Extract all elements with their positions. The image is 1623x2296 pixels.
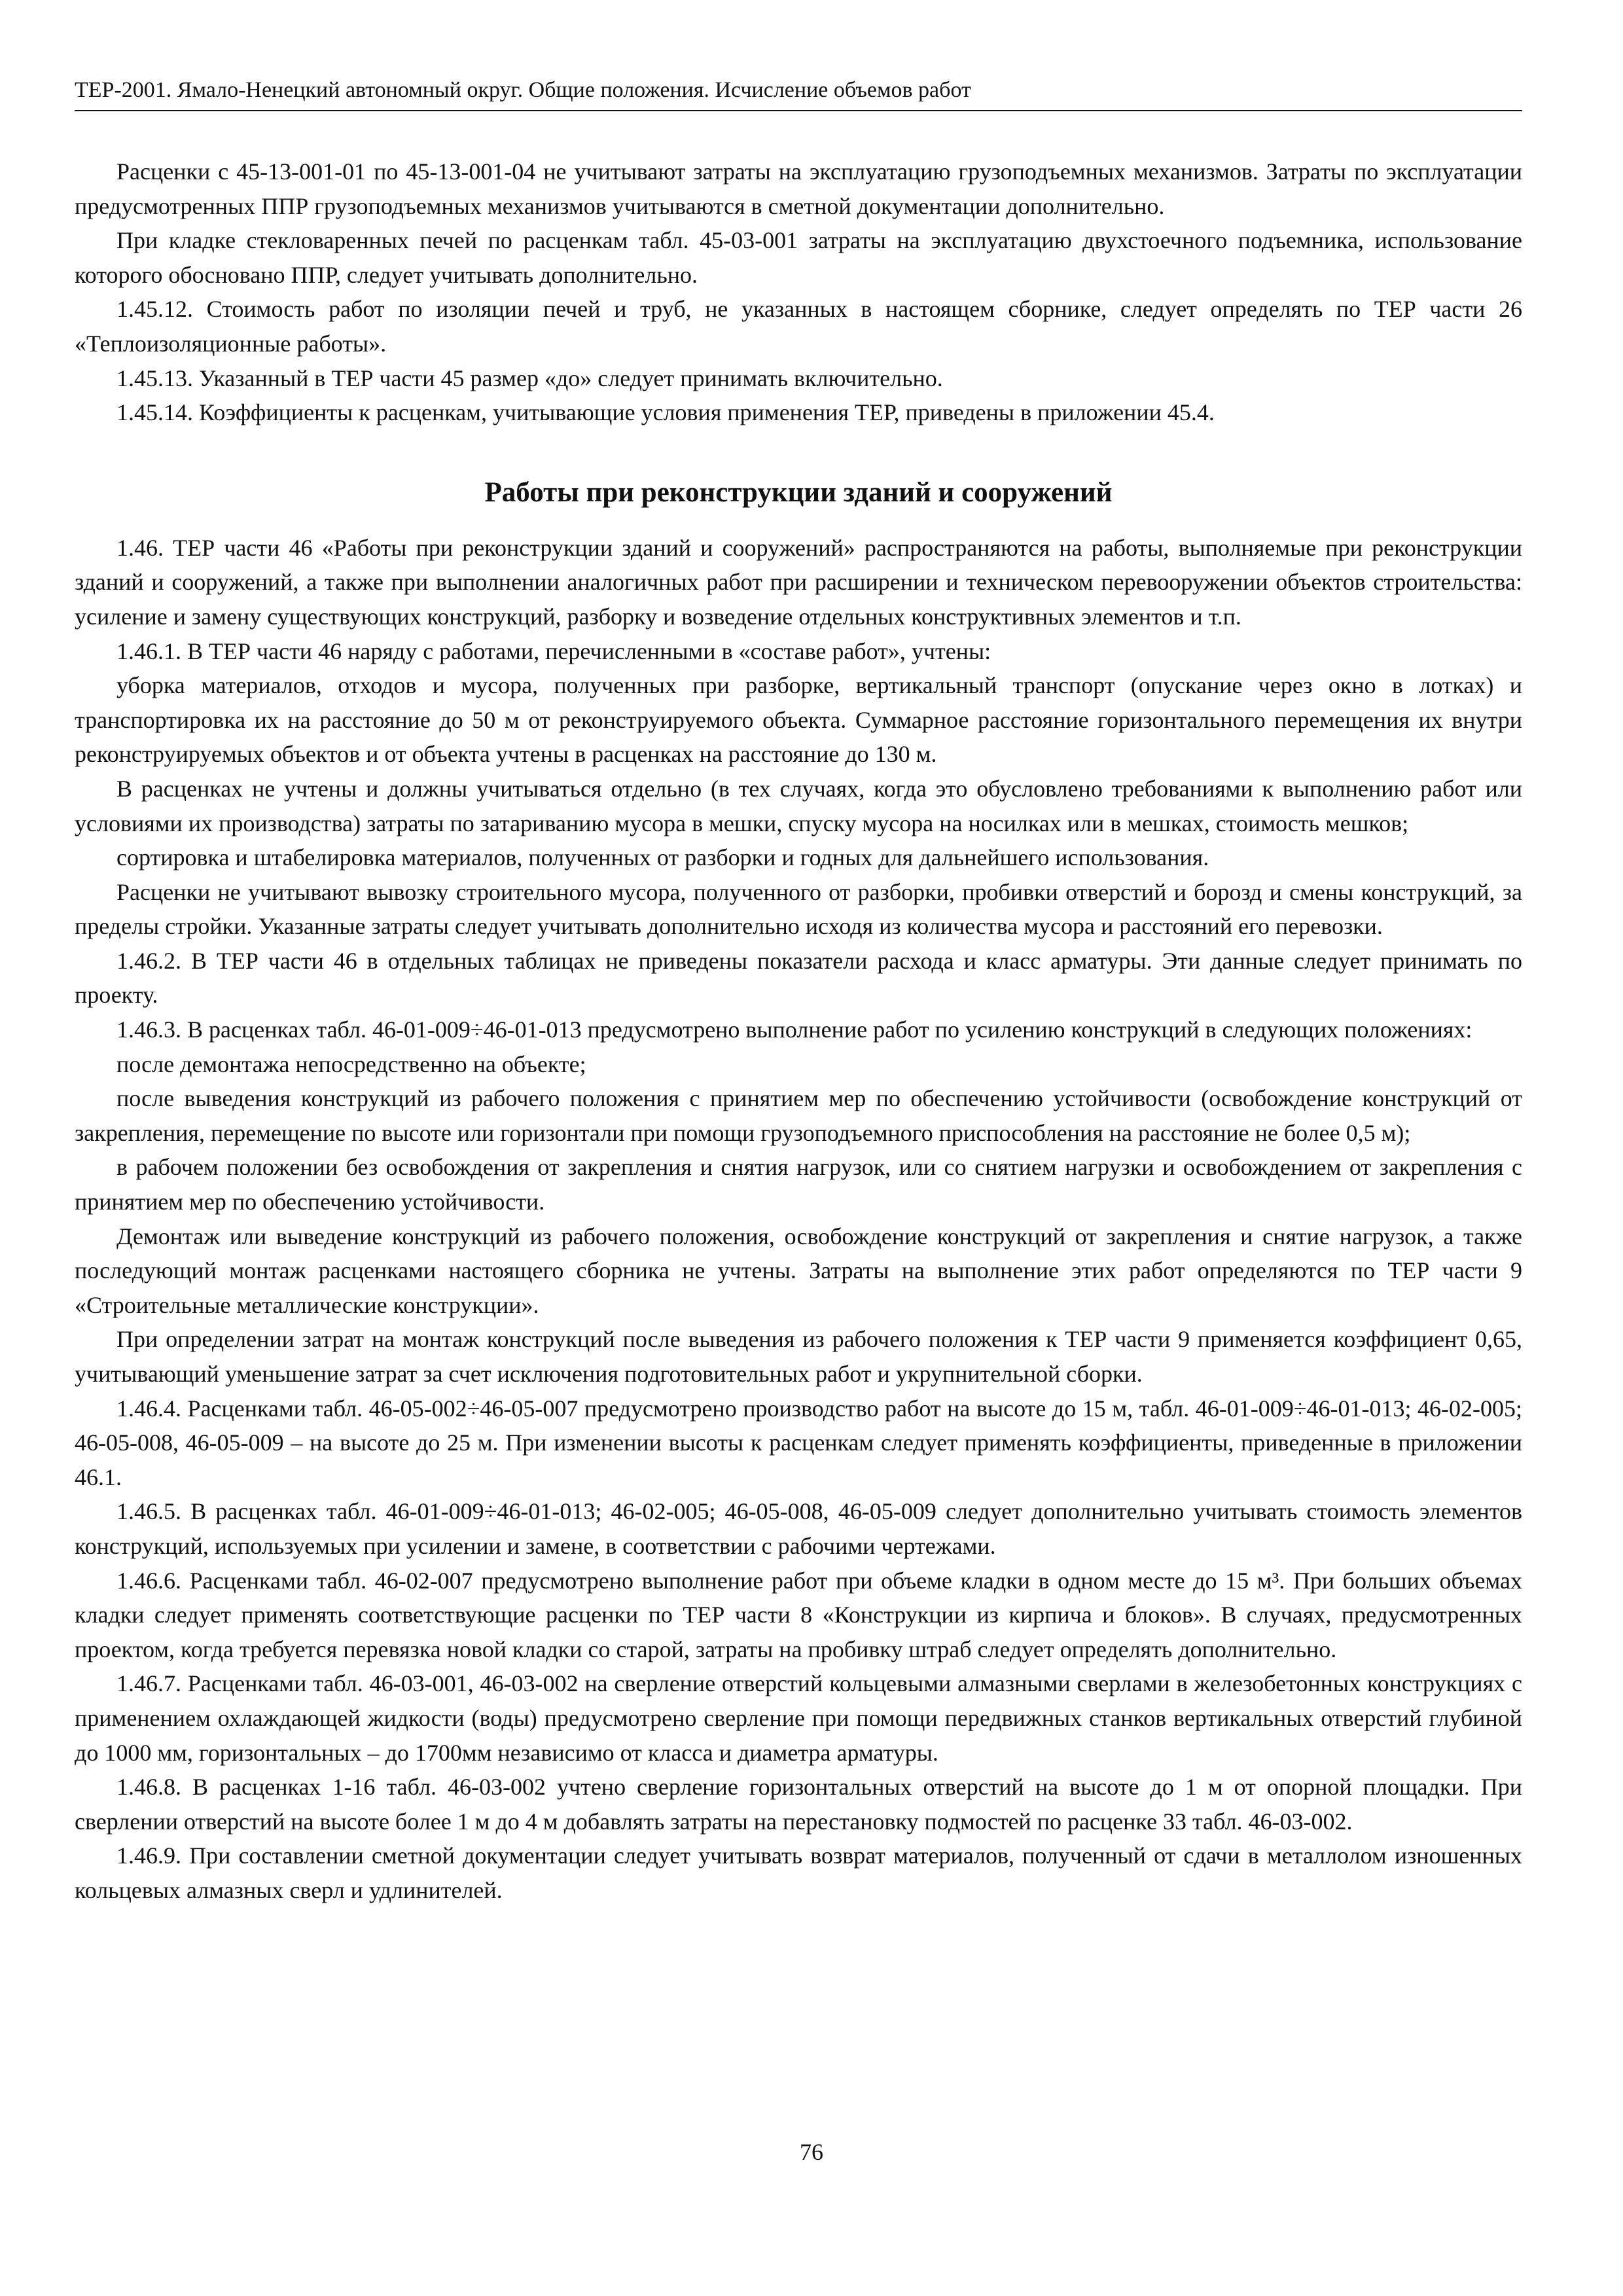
body-paragraph: сортировка и штабелировка материалов, полученных от разборки и годных для дальнейшего использования. <box>116 844 1209 871</box>
body-paragraph: 1.45.14. Коэффициенты к расценкам, учитывающие условия применения ТЕР, приведены в приложении 45.4. <box>116 399 1215 426</box>
body-paragraph: 1.46.7. Расценками табл. 46-03-001, 46-03-002 на сверление отверстий кольцевыми алмазными сверлами в железобетонных конструкциях с применением охлаждающей жидкости (воды) предусмотрено сверление при помощи передвижных станков вертикальных отверстий глубиной до 1000 мм, горизонтальных – до 1700мм независимо от класса и диаметра арматуры. <box>75 1670 1522 1766</box>
body-paragraph: 1.46.4. Расценками табл. 46-05-002÷46-05-007 предусмотрено производство работ на высоте до 15 м, табл. 46-01-009÷46-01-013; 46-02-005; 46-05-008, 46-05-009 – на высоте до 25 м. При изменении высоты к расценкам следует применять коэффициенты, приведенные в приложении 46.1. <box>75 1395 1522 1490</box>
body-paragraph: 1.46.2. В ТЕР части 46 в отдельных таблицах не приведены показатели расхода и класс арматуры. Эти данные следует принимать по проекту. <box>75 947 1522 1009</box>
body-paragraph: Расценки не учитывают вывозку строительного мусора, полученного от разборки, пробивки отверстий и борозд и смены конструкций, за пределы стройки. Указанные затраты следует учитывать дополнительно исходя из количества мусора и расстояний его перевозки. <box>75 878 1522 940</box>
running-header: ТЕР-2001. Ямало-Ненецкий автономный округ. Общие положения. Исчисление объемов работ <box>75 77 1522 111</box>
body-paragraph: 1.46. ТЕР части 46 «Работы при реконструкции зданий и сооружений» распространяются на работы, выполняемые при реконструкции зданий и сооружений, а также при выполнении аналогичных работ при расширении и техническом перевооружении объектов строительства: усиление и замену существующих конструкций, разборку и возведение отдельных конструктивных элементов и т.п. <box>75 534 1522 630</box>
body-paragraph: 1.46.5. В расценках табл. 46-01-009÷46-01-013; 46-02-005; 46-05-008, 46-05-009 следует дополнительно учитывать стоимость элементов конструкций, используемых при усилении и замене, в соответствии с рабочими чертежами. <box>75 1498 1522 1559</box>
body-paragraph: в рабочем положении без освобождения от закрепления и снятия нагрузок, или со снятием нагрузки и освобождением от закрепления с принятием мер по обеспечению устойчивости. <box>75 1154 1522 1215</box>
body-paragraph: При определении затрат на монтаж конструкций после выведения из рабочего положения к ТЕР части 9 применяется коэффициент 0,65, учитывающий уменьшение затрат за счет исключения подготовительных работ и укрупнительной сборки. <box>75 1326 1522 1387</box>
body-paragraph: после выведения конструкций из рабочего положения с принятием мер по обеспечению устойчивости (освобождение конструкций от закрепления, перемещение по высоте или горизонтали при помощи грузоподъемного приспособления на расстояние не более 0,5 м); <box>75 1085 1522 1146</box>
body-paragraph: уборка материалов, отходов и мусора, полученных при разборке, вертикальный транспорт (опускание через окно в лотках) и транспортировка их на расстояние до 50 м от реконструируемого объекта. Суммарное расстояние горизонтального перемещения их внутри реконструируемых объектов и от объекта учтены в расценках на расстояние до 130 м. <box>75 672 1522 768</box>
body-paragraph: 1.45.12. Стоимость работ по изоляции печей и труб, не указанных в настоящем сборнике, следует определять по ТЕР части 26 «Теплоизоляционные работы». <box>75 296 1522 357</box>
body-paragraph: 1.46.3. В расценках табл. 46-01-009÷46-01-013 предусмотрено выполнение работ по усилению конструкций в следующих положениях: <box>116 1016 1472 1043</box>
body-paragraph: Расценки с 45-13-001-01 по 45-13-001-04 не учитывают затраты на эксплуатацию грузоподъемных механизмов. Затраты по эксплуатации предусмотренных ППР грузоподъемных механизмов учитываются в сметной документации дополнительно. <box>75 158 1522 219</box>
page-number: 76 <box>800 2139 823 2165</box>
body-paragraph: Демонтаж или выведение конструкций из рабочего положения, освобождение конструкций от закрепления и снятие нагрузок, а также последующий монтаж расценками настоящего сборника не учтены. Затраты на выполнение этих работ определяются по ТЕР части 9 «Строительные металлические конструкции». <box>75 1223 1522 1318</box>
body-paragraph: 1.45.13. Указанный в ТЕР части 45 размер «до» следует принимать включительно. <box>116 365 943 391</box>
body-paragraph: 1.46.1. В ТЕР части 46 наряду с работами, перечисленными в «составе работ», учтены: <box>116 637 991 664</box>
body-paragraph: В расценках не учтены и должны учитываться отдельно (в тех случаях, когда это обусловлено требованиями к выполнению работ или условиями их производства) затраты по затариванию мусора в мешки, спуску мусора на носилках или в мешках, стоимость мешков; <box>75 775 1522 836</box>
body-paragraph: 1.46.8. В расценках 1-16 табл. 46-03-002 учтено сверление горизонтальных отверстий на высоте до 1 м от опорной площадки. При сверлении отверстий на высоте более 1 м до 4 м добавлять затраты на перестановку подмостей по расценке 33 табл. 46-03-002. <box>75 1774 1522 1835</box>
body-paragraph: после демонтажа непосредственно на объекте; <box>116 1050 586 1077</box>
body-paragraph: 1.46.9. При составлении сметной документации следует учитывать возврат материалов, полученный от сдачи в металлолом изношенных кольцевых алмазных сверл и удлинителей. <box>75 1842 1522 1903</box>
section-heading: Работы при реконструкции зданий и сооружений <box>484 476 1113 508</box>
body-paragraph: При кладке стекловаренных печей по расценкам табл. 45-03-001 затраты на эксплуатацию двухстоечного подъемника, использование которого обосновано ППР, следует учитывать дополнительно. <box>75 227 1522 288</box>
body-paragraph: 1.46.6. Расценками табл. 46-02-007 предусмотрено выполнение работ при объеме кладки в одном месте до 15 м³. При больших объемах кладки следует применять соответствующие расценки по ТЕР части 8 «Конструкции из кирпича и блоков». В случаях, предусмотренных проектом, когда требуется перевязка новой кладки со старой, затраты на пробивку штраб следует определять дополнительно. <box>75 1567 1522 1662</box>
page-body <box>75 154 1522 1908</box>
